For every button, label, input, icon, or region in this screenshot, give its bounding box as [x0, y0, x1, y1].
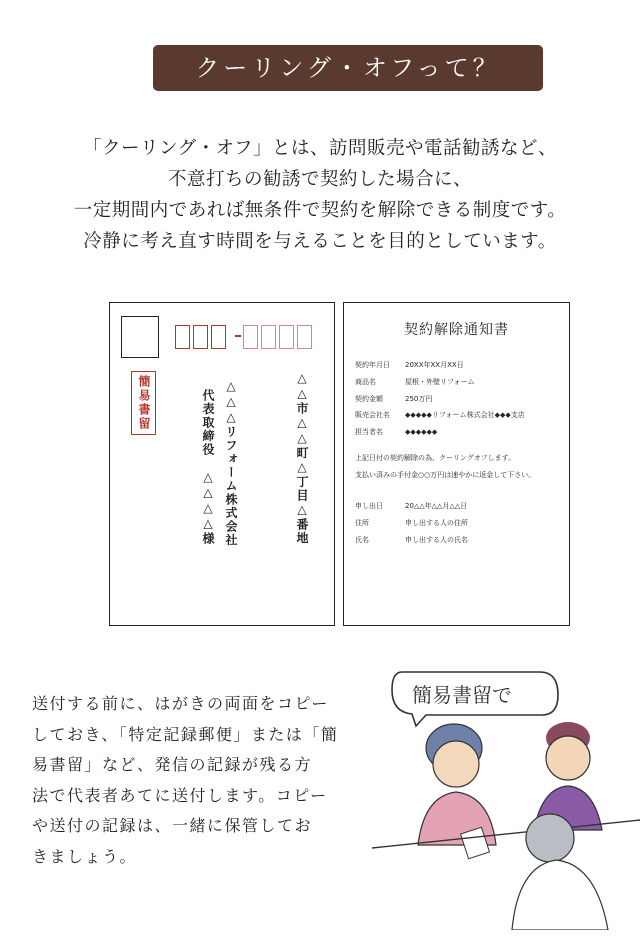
speech-text: 簡易書留で [412, 683, 512, 707]
intro-line: 「クーリング・オフ」とは、訪問販売や電話勧誘など、 [82, 138, 558, 159]
people-illustration [372, 660, 640, 930]
instructions-line: 送付する前に、はがきの両面をコピー [32, 694, 329, 713]
notice-message: 支払い済みの手付金○○万円は速やかに返金して下さい。 [355, 471, 536, 479]
instructions-line: や送付の記録は、一緒に保管してお [32, 816, 313, 835]
notice-title: 契約解除通知書 [404, 322, 509, 338]
notice-row: 販売会社名 ◆◆◆◆◆リフォーム株式会社◆◆◆支店 [355, 411, 525, 419]
notice-row: 担当者名 ◆◆◆◆◆◆ [355, 428, 438, 436]
recipient-company: △△△リフォーム株式会社 [224, 379, 238, 547]
postal-code-boxes-light [243, 325, 312, 349]
applicant-row: 住所 申し出する人の住所 [355, 519, 468, 527]
notice-row: 商品名 屋根・外壁リフォーム [355, 378, 475, 386]
applicant-row: 氏名 申し出する人の氏名 [355, 536, 468, 544]
man [512, 814, 608, 930]
notice-message: 上記日付の契約解除の為、クーリングオフします。 [355, 454, 516, 462]
applicant-row: 申し出日 20△△年△△月△△日 [355, 502, 468, 510]
cancellation-notice [343, 302, 570, 626]
instructions-line: 易書留」など、発信の記録が残る方 [32, 755, 313, 774]
notice-row: 契約年月日 20XX年XX月XX日 [355, 361, 464, 369]
postal-code-boxes [175, 325, 226, 349]
page-title: クーリング・オフって？ [153, 45, 543, 91]
stamp-placeholder [121, 316, 159, 358]
older-woman [534, 722, 602, 830]
instructions-line: しておき、「特定記録郵便」または「簡 [32, 724, 339, 744]
notice-row: 契約金額 250万円 [355, 395, 433, 403]
intro-line: 一定期間内であれば無条件で契約を解除できる制度です。 [73, 200, 567, 221]
instructions-line: 法で代表者あてに送付します。コピー [32, 785, 328, 805]
instructions-text [32, 689, 339, 872]
illustration [372, 660, 640, 930]
instructions-line: きましょう。 [32, 846, 138, 866]
postal-code-dash [235, 335, 241, 337]
intro-text [40, 133, 600, 257]
intro-line: 冷静に考え直す時間を与えることを目的としています。 [83, 231, 557, 252]
recipient-name: 代表取締役 △△△△様 [201, 389, 215, 546]
recipient-address: △△市△△町△丁目△番地 [295, 371, 309, 545]
registered-mail-stamp: 簡易書留 [131, 371, 156, 435]
speech-bubble [392, 672, 558, 726]
postcard-front [109, 302, 335, 626]
intro-line: 不意打ちの勧誘で契約した場合に、 [167, 169, 472, 190]
